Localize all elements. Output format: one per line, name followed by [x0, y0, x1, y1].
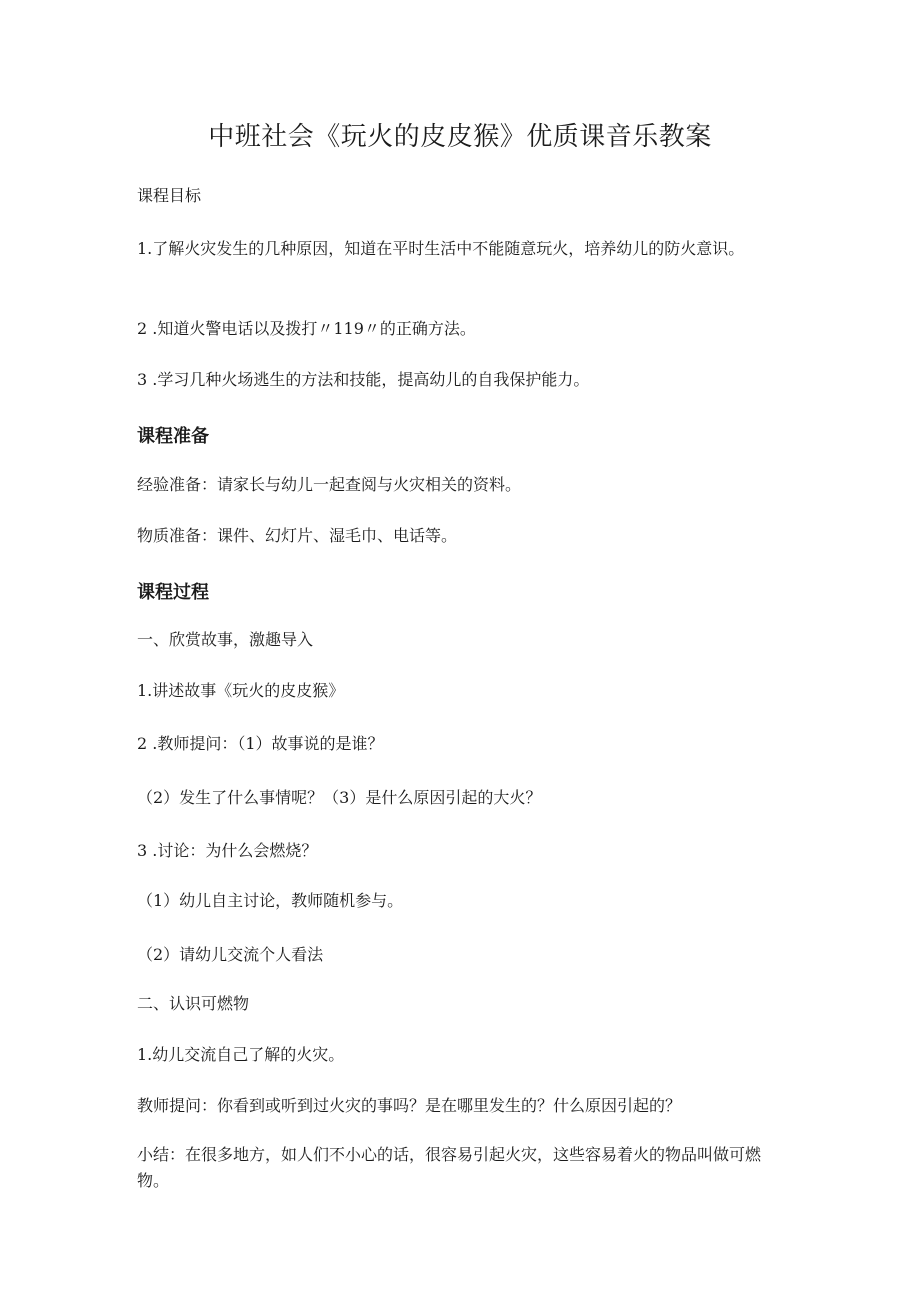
- section-1-item-2-continued: （2）发生了什么事情呢？（3）是什么原因引起的大火？: [137, 788, 542, 807]
- process-heading: 课程过程: [137, 582, 209, 603]
- section-2-question: 教师提问：你看到或听到过火灾的事吗？是在哪里发生的？什么原因引起的？: [137, 1096, 682, 1115]
- goal-item-3: 3 .学习几种火场逃生的方法和技能，提高幼儿的自我保护能力。: [137, 370, 590, 389]
- goal-item-2: 2 .知道火警电话以及拨打〃119〃的正确方法。: [137, 319, 476, 338]
- section-1-item-3b: （2）请幼儿交流个人看法: [137, 945, 324, 964]
- section-1-heading: 一、欣赏故事，激趣导入: [137, 630, 314, 649]
- section-1-item-3: 3 .讨论：为什么会燃烧？: [137, 841, 318, 860]
- section-1-item-3a: （1）幼儿自主讨论，教师随机参与。: [137, 891, 404, 910]
- section-2-heading: 二、认识可燃物: [137, 994, 250, 1013]
- goal-item-1: 1.了解火灾发生的几种原因，知道在平时生活中不能随意玩火，培养幼儿的防火意识。: [137, 239, 745, 258]
- section-2-summary: 小结：在很多地方，如人们不小心的话，很容易引起火灾，这些容易着火的物品叫做可燃物。: [137, 1145, 762, 1190]
- section-1-item-2: 2 .教师提问：（1）故事说的是谁？: [137, 734, 384, 753]
- document-title: 中班社会《玩火的皮皮猴》优质课音乐教案: [208, 122, 712, 152]
- prep-experience: 经验准备：请家长与幼儿一起查阅与火灾相关的资料。: [137, 475, 522, 494]
- section-2-item-1: 1.幼儿交流自己了解的火灾。: [137, 1045, 345, 1064]
- goals-heading: 课程目标: [137, 186, 202, 205]
- prep-heading: 课程准备: [137, 426, 209, 447]
- prep-material: 物质准备：课件、幻灯片、湿毛巾、电话等。: [137, 526, 458, 545]
- section-1-item-1: 1.讲述故事《玩火的皮皮猴》: [137, 681, 345, 700]
